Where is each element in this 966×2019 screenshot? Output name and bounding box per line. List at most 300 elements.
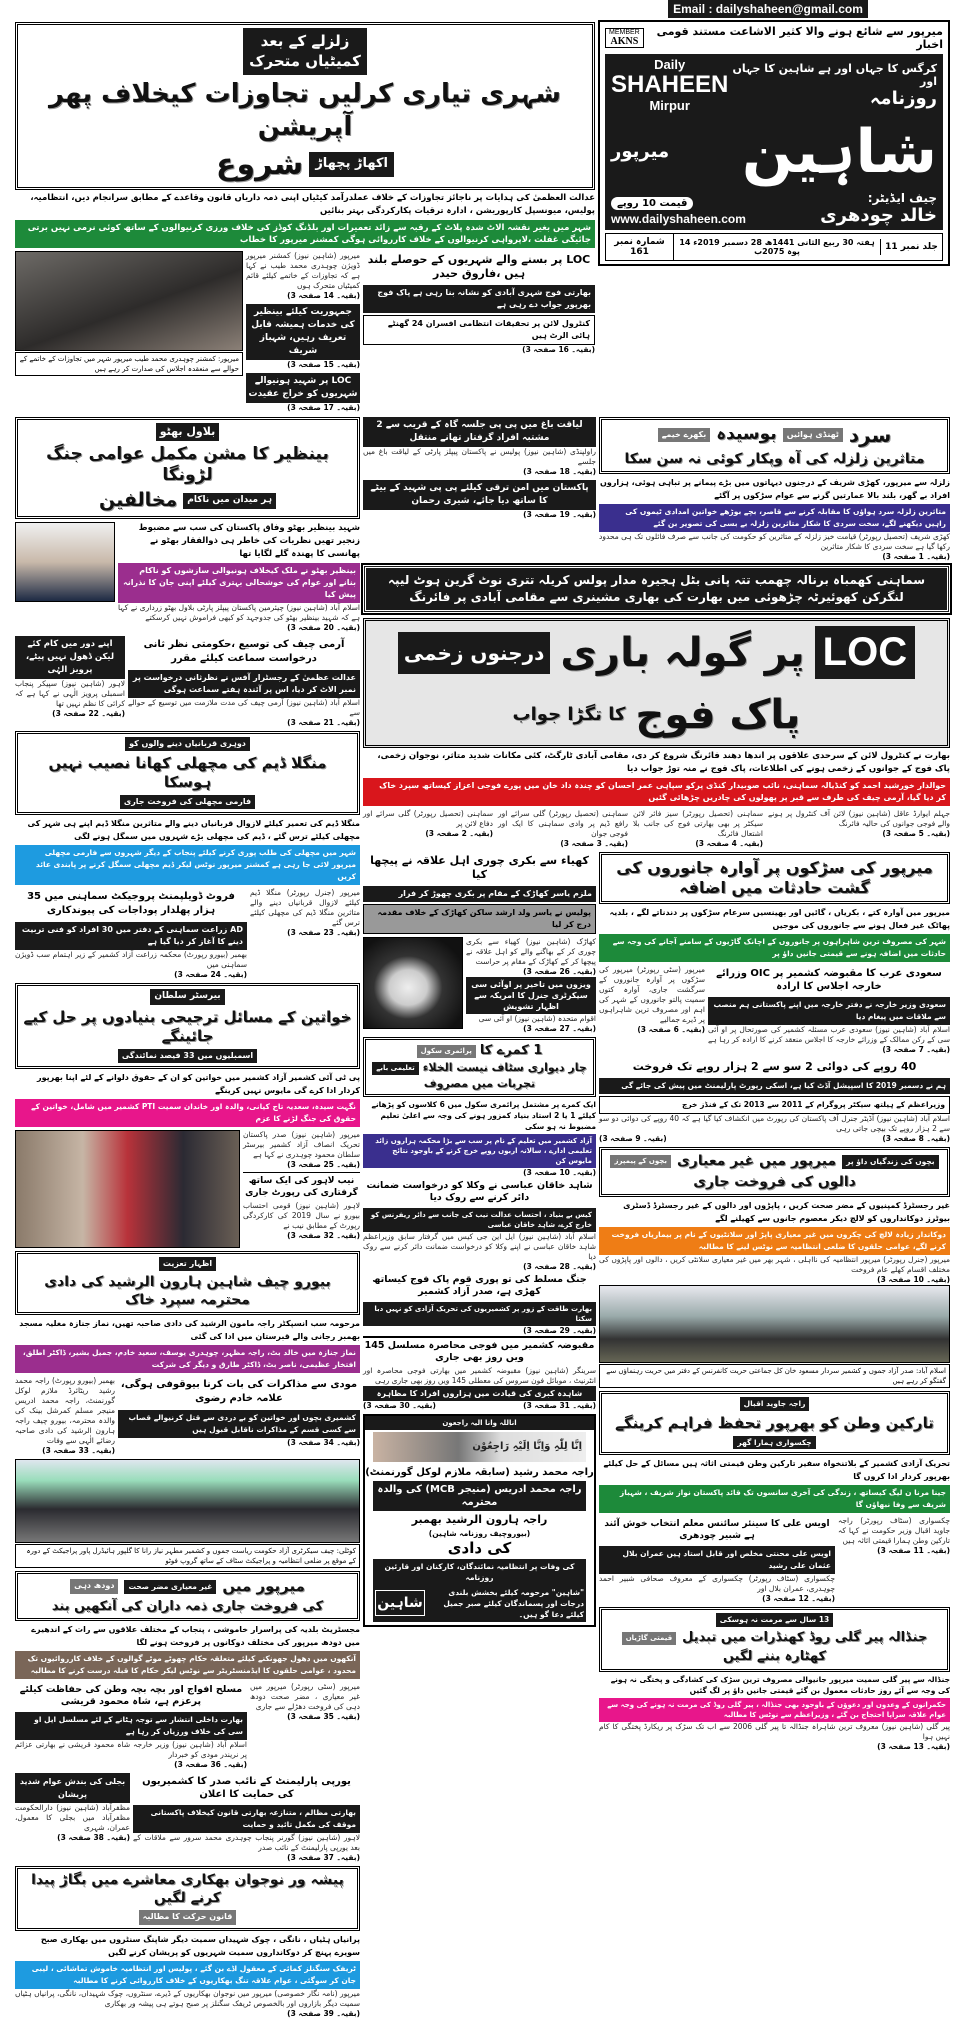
story-column — [246, 251, 360, 413]
headline-tag: ہر میدان میں ناکام — [183, 493, 276, 509]
story-body: سماہنی (تحصیل رپورٹر) گلی سرائے اور رافع ڈیم پر وادی سماہنی کا ایک اور فوجی جوان — [498, 809, 628, 838]
continued-ref: (بقیہ۔ 28 صفحہ 3) — [523, 1261, 596, 1271]
chief-editor-label: چیف ایڈیٹر: — [867, 190, 937, 205]
story-lead: پی ٹی آئی کشمیر آزاد کشمیر میں خواتین کو ان کے حقوق دلوانے کے لئے اپنا بھرپور کردار ادا کرے گی مایوس نہیں کرینگے — [36, 1072, 360, 1095]
story-headline: مقبوضہ کشمیر میں فوجی محاصرہ مسلسل 145 ویں روز بھی جاری — [363, 1336, 596, 1366]
story-body: سماہنی (تحصیل رپورٹر) گلی سرائے اور دفاع لائن پر — [363, 809, 493, 828]
story-medicine-prices — [599, 1058, 950, 1144]
continued-ref: (بقیہ۔ 35 صفحہ 3) — [287, 1712, 360, 1722]
headline-text: مخالفین — [98, 489, 178, 512]
masthead-area — [598, 0, 950, 266]
highlight-bar: کیس بے بنیاد ، احتساب عدالت نیب کی جانب سے دائر ریفرنس کو خارج کرے، شاہد خاقان عباسی — [363, 1208, 596, 1232]
headline-text: میرپور میں — [222, 1577, 305, 1596]
story-lead: عدالت العظمیٰ کی ہدایات پر ناجائز تجاوزات کے خلاف عملدرآمد کیٹیاں اپنی ذمہ داریاں قانون وقاعدے کے مطابق سرانجام دیں، انتظامیہ، پولیس، میونسپل کارپوریشن ، ادارہ ترقیات پکارکردگی بہتر بنائیں — [30, 192, 595, 216]
headline-school — [363, 1037, 596, 1097]
editor-block — [820, 191, 937, 226]
story-headline: بجلی کی بندش عوام شدید پریشان — [15, 1773, 130, 1803]
story-body: میرپور (جنرل رپورٹر) منگلا ڈیم کیلئے لازوال قربانیاں دینے والے متاثرین منگلا ڈیم کی مچھلی کیلئے ترس گئے — [250, 888, 360, 928]
photo-bilawal — [15, 522, 115, 602]
ad-line: کی دادی — [447, 1538, 512, 1557]
story-body: اسلام آباد (شاہین نیوز) چیئرمین پاکستان پیپلز پارٹی بلاول بھٹو زرداری نے کہا ہے کہ شہید بینظیر بھٹو کی جدوجہد کو کبھی فراموش نہیں کرسکتے — [118, 603, 360, 623]
continued-ref: (بقیہ۔ 14 صفحہ 3) — [287, 290, 360, 300]
highlight-bar: ٹریفک سنگنلز کمائی کے معقول اڈے بن گئے ، پولیس اور انتظامیہ خاموش تماشائی ، لیبی جان کر سوگئی ، عوام علاقہ تنگ بھکاریوں کے خلاف کارروائی کرنے کا مطالبہ — [15, 1961, 360, 1989]
continued-ref: (بقیہ۔ 5 صفحہ 3) — [882, 829, 950, 838]
story-headline: اویس علی کا سینئر سائنس معلم انتخاب خوش آئند ہے شبیر چودھری — [604, 1519, 830, 1542]
continued-ref: (بقیہ۔ 36 صفحہ 3) — [174, 1760, 247, 1770]
story-earthquake-victims — [599, 417, 950, 563]
story-body: بھمبر (بیورو رپورٹ) محکمہ زراعت آزاد کشمیر کے زیر اہتمام سب ڈویژن سماہنی میں — [15, 950, 247, 970]
story-body: لاہور (شاہین نیوز) گورنر پنجاب چوہدری محمد سرور سے ملاقات کے بعد یورپی پارلیمنٹ کے نائب صدر — [133, 1833, 360, 1853]
headline-mangla-fish — [15, 731, 360, 815]
ad-line: راجہ محمد ادریس (منیجر MCB) کی والدہ محترمہ — [373, 1481, 586, 1511]
website: www.dailyshaheen.com — [611, 211, 746, 226]
issue-date: ہفتہ 30 ربیع الثانی 1441ھ 28 دسمبر 2019ء 14 پوہ 2075ب — [679, 237, 875, 256]
ad-shaheen-logo: شاہین — [375, 1590, 425, 1616]
continued-ref: (بقیہ۔ 21 صفحہ 3) — [287, 718, 360, 728]
story-women-body — [243, 1130, 360, 1241]
story-headline: مودی سے مذاکرات کی بات کرنا بیوقوفی ہوگی، علامہ خادم رضوی — [120, 1379, 358, 1405]
continued-ref: (بقیہ۔ 18 صفحہ 3) — [523, 466, 596, 476]
highlight-bar: نگہت سیدہ، سعدیہ تاج کیانی، والدہ اور خاندان سمیت PTI کشمیر میں شامل، خواتین کے حقوق کی جنگ لڑنے کا عزم — [15, 1099, 360, 1127]
logo-row — [611, 58, 937, 113]
top-section — [15, 0, 950, 413]
story-body: میرپور (شاہین نیوز) صدر پاکستان تحریک انصاف آزاد کشمیر بیرسٹر سلطان محمود چوہدری نے کہا ہے — [243, 1129, 360, 1159]
continued-ref: (بقیہ۔ 17 صفحہ 3) — [287, 402, 360, 412]
story-lead: میرپور میں آوارہ کتے ، بکریاں ، گائیں اور بھینسیں سرعام سڑکوں پر دندناتے لگے ، بلدیہ پھاٹک غیر فعال ہونے سے جانوروں کی موجیں — [609, 908, 950, 930]
price-badge: قیمت 10 روپے — [611, 197, 693, 210]
goat-row — [363, 937, 596, 1034]
story-body: کھاڑک (شاہین نیوز) کھیاء سے بکری چوری کر کے بھاگنے والے کو اہل علاقہ نے پیچھا کر کے کھاڑک کے مقام پر حراست — [466, 937, 596, 966]
title-row — [611, 113, 937, 191]
story-lead: ایک کمرے پر مشتمل پرائمری سکول میں 6 کلاسوں کو پڑھانے کیلئے 1 یا 2 استاد بنیاد کمزور ہونے کی وجہ سے اعلیٰ تعلیم مضبوط نہ ہو سکی — [371, 1099, 596, 1131]
headline-earthquake-victims — [599, 417, 950, 475]
headline-tag: راجہ جاوید اقبال — [740, 1397, 810, 1411]
right-top-row — [363, 417, 950, 563]
continued-ref: (بقیہ۔ 10 صفحہ 3) — [877, 1275, 950, 1284]
briefs-row — [15, 636, 360, 728]
highlight-bar: دوکاندار زیادہ لالچ کی چکروں میں غیر معیاری پاپڑ اور سلانٹیوں کے نام پر بیماریاں فروخت کرنے لگے، عوامی حلقوں کا ضلعی انتظامیہ سے نوٹس لینے کا مطالبہ — [599, 1227, 950, 1255]
photo-pti-women — [15, 1130, 240, 1248]
story-kashmir-siege — [363, 1336, 596, 1411]
story-headline: شاہد خاقان عباسی نے وکلا کو درخواست ضمانت دائر کرنے سے روک دیا — [366, 1179, 593, 1203]
title-shaheen-urdu: شاہین — [741, 116, 937, 187]
continued-ref: (بقیہ۔ 31 صفحہ 3) — [523, 1400, 596, 1410]
story-goat-theft — [363, 852, 596, 1034]
story-body: میرپور (شاہین نیوز) کمشنر میرپور ڈویژن چوہدری محمد طیب نے کہا ہے کہ تجاوزات کے خاتمے کیلئے قائم کمیٹیاں متحرک ہوں — [246, 250, 360, 290]
story-headline: جمہوریت کیلئے بینظیر کی خدمات ہمیشہ قابل تعریف رہیں، شہباز شریف — [246, 304, 360, 360]
story-body: لاہور (شاہین نیوز) سپیکر پنجاب اسمبلی پرویز الٰہی نے کہا ہے کہ کرائی کا نظم نہیں تھا — [15, 679, 125, 709]
ad-footer — [373, 1559, 586, 1622]
stray-row — [599, 965, 950, 1055]
story-headline: نیب لاہور کی ایک ساتھ گرفتاری کی رپورٹ جاری — [243, 1172, 360, 1201]
headline-milk — [15, 1571, 360, 1621]
highlight-bar: جینا مرنا ن لیگ کیساتھ ، زندگی کی آخری سانسوں تک قائد پاکستان نواز شریف ، شہباز شریف سے وفا نبھاؤں گا — [599, 1485, 950, 1513]
highlight-bar: بینظیر بھٹو نے ملک کیخلاف ہونیوالی سازشوں کو ناکام بنانے اور عوام کی خوشحالی بہتری کیلئے اپنی جان کا نذرانہ پیش کیا — [118, 563, 360, 603]
headline-text: سرد — [848, 422, 892, 447]
highlight-bar: ہم نے دسمبر 2019 کا اسپیشل آڈٹ کیا ہے، اسکی رپورٹ پارلیمنٹ میں پیش کی جائے گی — [599, 1078, 950, 1094]
highlight-bar: بھارتی فوج شہری آبادی کو نشانہ بنا رہی ہے پاک فوج بھرپور جواب دے رہی ہے — [363, 285, 595, 313]
akns-member-badge — [605, 28, 644, 48]
headline-text: میرپور کی سڑکوں پر آوارہ جانوروں کی گشت حادثات میں اضافہ — [616, 858, 933, 897]
story-lead: مجسٹریٹ بلدیہ کی پراسرار خاموشی ، پنجاب کے مختلف علاقوں سے رات کے اندھیرے میں دودھ میرپور کی مختلف دوکانوں پر فروخت ہونے لگا — [31, 1625, 360, 1648]
highlight-bar: متاثرین زلزلہ سرد ہواؤں کا مقابلہ کرنے سے قاصر، بچے بوڑھے خواتین امدادی ٹیموں کی راہیں دیکھنے لگے، سخت سردی کا شکار متاثرین زلزلہ بے بسی کی تصویر بن گئے — [599, 504, 950, 532]
headline-text: کھٹارہ بننے لگیں — [722, 1649, 827, 1665]
headline-jandala-road — [599, 1607, 950, 1671]
headline-text: دالوں کی فروخت جاری — [693, 1173, 856, 1190]
headline-tag — [243, 28, 367, 75]
story-body: چکسواری (سٹاف رپورٹر) راجہ جاوید اقبال وزیر حکومت نے کہا کہ تارکین وطن ہمارا قیمتی اثاثہ ہیں — [838, 1516, 950, 1546]
highlight-bar: حکمرانوں کے وعدوں اور دعوؤں کے باوجود بھی جنڈالہ ، پیر گلی روڈ کی مرمت نہ ہونے کی وجہ سے عوام علاقہ سراپا احتجاج بن گئے ، وزیراعظم سے نوٹس کا مطالبہ — [599, 1698, 950, 1722]
roznama-label: روزنامہ — [869, 87, 937, 109]
photo-caption: اسلام آباد: صدر آزاد جموں و کشمیر سردار مسعود خان کل جماعتی حریت کانفرنس کے دفتر میں حریت رہنماؤں سے گفتگو کر رہے ہیں — [599, 1364, 950, 1388]
continued-ref: (بقیہ۔ 13 صفحہ 3) — [877, 1741, 950, 1751]
headline-text: خواتین کے مسائل ترجیحی بنیادوں پر حل کیے جائینگے — [23, 1008, 352, 1045]
headline-tag: 13 سال سے مرمت نہ ہوسکی — [716, 1613, 834, 1627]
highlight-bar: AD زراعت سماہنی کے دفتر میں 30 افراد کو فنی تربیت دینے کا آغاز کر دیا گیا ہے — [15, 922, 247, 950]
eu-row — [15, 1773, 360, 1863]
story-headline: کھیاء سے بکری چوری اہل علاقہ نے پیچھا کیا — [370, 854, 589, 881]
headline-text: میرپور میں غیر معیاری — [676, 1153, 837, 1169]
headline-text: منگلا ڈیم کی مچھلی کھانا نصیب نہیں ہوسکا — [48, 754, 327, 792]
story-headline: مسلح افواج اور بچہ بچہ وطن کی حفاظت کیلئے پرعزم ہے، شاہ محمود قریشی — [19, 1684, 243, 1708]
headline-encroachment-operation — [15, 22, 595, 190]
continued-ref: (بقیہ۔ 7 صفحہ 3) — [882, 1045, 950, 1054]
highlight-bar: کنٹرول لائن پر تحقیقات انتظامی افسران 24 گھنٹے ہائی الرٹ ہیں — [363, 315, 595, 345]
ad-line: (بیوروچیف روزنامہ شاہین) — [428, 1528, 531, 1538]
loc-briefs — [363, 809, 950, 849]
right-briefs — [363, 417, 596, 520]
continued-ref: (بقیہ۔ 30 صفحہ 3) — [363, 1400, 436, 1410]
headline-text: چار دیواری سٹاف نیست الخلاء — [422, 1061, 587, 1075]
story-loc-morale — [363, 251, 595, 355]
issue-label: شمارہ نمبر — [614, 236, 665, 247]
volume-label: جلد نمبر — [900, 241, 938, 252]
headline-text: جنڈالہ پیر گلی روڈ کھنڈرات میں تبدیل — [682, 1630, 928, 1645]
ad-verse: اِنَّا لِلّٰہِ وَاِنَّا اِلَیْہِ رَاجِعُوْن — [472, 1441, 582, 1453]
photo-caption: کوٹلی: چیف سیکرٹری آزاد حکومت ریاست جموں و کشمیر مطہر نیاز رانا کا گلپور ہائیڈرل پاور پراجیکٹ کے دورہ کے موقع پر ضلعی انتظامیہ و پراجیکٹ سٹاف کے ساتھ گروپ فوٹو — [15, 1544, 360, 1568]
headline-substandard-snacks — [599, 1147, 950, 1197]
story-electricity — [15, 1773, 130, 1843]
ad-line: راجہ محمد رشید (سابقہ ملازم لوکل گورنمنٹ) — [365, 1466, 594, 1478]
story-oic — [708, 965, 950, 1055]
highlight-bar: بھارتی مظالم ، متنازعہ بھارتی قانون کیخلاف پاکستانی موقف کی مکمل تائید و حمایت — [133, 1805, 360, 1833]
headline-tag: فارمی مچھلی کی فروخت جاری — [120, 795, 255, 809]
price-web — [611, 191, 746, 226]
headline-tag: دوہری قربانیاں دینے والوں کو — [125, 737, 250, 751]
headline-tag: قیمتی گاڑیاں — [622, 1632, 676, 1645]
headline-text: تجربات میں مصروف — [423, 1077, 536, 1090]
story-headline: شاہدہ کبری کی قیادت میں ہزاروں افراد کا مظاہرہ — [363, 1386, 596, 1401]
ad-line: کی وفات پر انتظامیہ نمائندگان، کارکنان اور قارئین روزنامہ — [384, 1561, 575, 1582]
story-khadim-rizvi — [118, 1376, 360, 1448]
story-qureshi — [15, 1682, 247, 1770]
highlight-bar: شہر کی مصروف ترین شاہراہوں پر جانوروں کے اچانک گاڑیوں کے سامنے آجانے کی وجہ سے حادثات میں اضافہ ہونے سے قیمتی جانیں داؤ پر — [599, 934, 950, 962]
story-stray-body — [599, 965, 705, 1035]
highlight-bar: شہر میں بغیر نقشہ الاٹ شدہ پلاٹ کے رقبہ سے زائد تعمیرات اور بلڈنگ کوڈز کی خلاف ورزی کرنیوالوں کے ساتھ کوئی نرمی نہیں برتی جائیگی غفلت ،لاپرواہی کرنیوالوں کے خلاف کارروائی ہوگی کمشنر میرپور کا خطاب — [15, 220, 595, 248]
headline-tag: ٹھنڈی ہوائیں — [783, 428, 843, 442]
continued-ref: (بقیہ۔ 11 صفحہ 3) — [877, 1546, 950, 1556]
headline-tag: درجنوں زخمی — [398, 632, 551, 674]
story-body: سماہنی (تحصیل رپورٹر) سیز فائر لائن سیکٹر پر بھی بھارتی فوج کی جانب بلا اشتعال فائرنگ — [633, 809, 763, 838]
chief-editor-name: خالد چودھری — [820, 204, 937, 226]
headline-text: پر گولہ باری — [560, 629, 805, 676]
highlight-bar: سعودی وزیر خارجہ نے دفتر خارجہ میں اپنے پاکستانی ہم منصب سے ملاقات میں پیغام دیا — [708, 997, 950, 1025]
story-abbasi — [363, 1178, 596, 1272]
overseas-row — [599, 1516, 950, 1604]
story-overseas-body — [838, 1516, 950, 1556]
story-headline: سعودی عرب کا مقبوضہ کشمیر پر OIC وزرائے خارجہ اجلاس کا ارادہ — [716, 968, 942, 992]
story-army-chief — [128, 636, 360, 728]
continued-ref: (بقیہ۔ 26 صفحہ 3) — [523, 967, 596, 976]
headline-tag: اکھاڑ پچھاڑ — [309, 152, 394, 177]
headline-tag: بیرسٹر سلطان — [150, 989, 224, 1005]
story-body: میرپور (سٹی رپورٹر) میرپور میں غیر معیاری ، مضر صحت دودھ دہی کی فروخت دھڑلے سے جاری — [250, 1682, 360, 1712]
continued-ref: (بقیہ۔ 12 صفحہ 3) — [762, 1594, 835, 1604]
continued-ref: (بقیہ۔ 32 صفحہ 3) — [287, 1230, 360, 1240]
ad-line: راجہ ہارون الرشید بھمبر — [411, 1512, 548, 1526]
urdu-logo-top — [732, 62, 937, 109]
story-headline: جنگ مسلط کی تو پوری قوم پاک فوج کیساتھ کھڑی ہے، صدر آزاد کشمیر — [372, 1273, 587, 1297]
story-headline: ویزوں میں تاخیر پر اوآئی سی سیکرٹری جنرل کا امریکہ سے اظہار تشویش — [466, 977, 596, 1014]
highlight-bar: حوالدار خورشید احمد کو کنڈیالہ سماہنی، نائب صوبیدار کنڈی پرکو سپاہی عمر احسان کو چندہ داد خان میں پورے فوجی اعزاز کیساتھ سپرد خاک کر دیا گیا، آرمی چیف کی طرف سے قبر پر پھولوں کی چادریں چڑھائی گئیں — [363, 778, 950, 806]
continued-ref: (بقیہ۔ 10 صفحہ 3) — [523, 1167, 596, 1177]
headline-text: 1 کمرے کا — [479, 1043, 543, 1058]
story-body: مظفرآباد (شاہین نیوز) دارالحکومت مظفرآباد میں بجلی کا معمول، عمران، شہری — [15, 1803, 130, 1833]
lead-story-area — [15, 0, 595, 413]
continued-ref: (بقیہ۔ 16 صفحہ 3) — [522, 344, 595, 354]
highlight-bar: پولیس نے یاسر ولد ارشد ساکن کھاڑک کے خلاف مقدمہ درج کر لیا — [363, 904, 596, 934]
story-lead: غیر رجسٹرڈ کمپنیوں کے مضر صحت کریں ، پاپڑوں اور دالوں کے غیر رجسٹرڈ ڈسٹری بیوٹرز دوکانداروں کو لالچ دیکر معصوم جانوں سے کھیلنے لگے — [623, 1201, 950, 1223]
story-headline: اپنے دور میں کام کئے لیکن ڈھول نہیں پیٹے، پرویز الہٰی — [15, 636, 125, 679]
bilawal-text — [118, 522, 360, 633]
issue-number: 161 — [630, 246, 649, 257]
story-body: راولپنڈی (شاہین نیوز) پولیس نے پاکستان پیپلز پارٹی کے لیاقت باغ میں جلسے — [363, 446, 596, 466]
email-banner: Email : dailyshaheen@gmail.com — [668, 0, 868, 18]
volume-number: 11 — [885, 241, 898, 252]
headline-bilawal — [15, 417, 360, 520]
continued-ref: (بقیہ۔ 6 صفحہ 3) — [637, 1025, 705, 1034]
lead-story-row — [15, 251, 595, 413]
headline-text: بوسیدہ — [716, 424, 777, 445]
tagline: میرپور سے شائع ہونے والا کثیر الاشاعت مستند قومی اخبار — [656, 25, 943, 51]
continued-ref: (بقیہ۔ 39 صفحہ 3) — [287, 2008, 360, 2018]
milk-row — [15, 1682, 360, 1770]
headline-tag: تعلیمی بابے — [372, 1062, 419, 1075]
left-column — [15, 417, 360, 2019]
headline-text: شروع — [216, 147, 304, 182]
women-row — [15, 1130, 360, 1248]
headline-loc: LOC — [815, 626, 915, 679]
headline-text: بینظیر کا مشن مکمل عوامی جنگ لڑونگا — [46, 443, 329, 486]
photo-commissioner-meeting — [15, 251, 243, 351]
story-milk-body — [250, 1682, 360, 1722]
photo-hurriyat-meeting — [599, 1285, 950, 1363]
loc-banner: سماہنی کھمباہ برنالہ چھمب تتہ پانی بٹل ہجیرہ مدار پولس کریلہ تتری نوٹ گرین ہوٹ لیپہ لنگرکن کھوئیرٹہ چڑھوئی میں بھارت کی بھاری مشینری سے مقامی آبادی پر فائرنگ — [363, 565, 950, 613]
story-headline: یورپی پارلیمنٹ کے نائب صدر کا کشمیریوں کی حمایت کا اعلان — [142, 1776, 351, 1801]
story-lead: منگلا ڈیم کی تعمیر کیلئے لازوال قربانیاں دینے والے متاثرین منگلا ڈیم اپنے ہی شہر کی مچھلی کیلئے ترس گئے ، ڈیم کی مچھلی بڑے شہروں میں سمگل ہونے لگی — [27, 819, 360, 842]
story-body: اسلام آباد (شاہین نیوز) آڈیٹر جنرل آف پاکستان کی رپورٹ میں انکشاف کیا گیا ہے کہ 40 روپے کی دوائی دو سو سے 2 ہزار روپے تک بیچی جاتی رہی — [599, 1114, 950, 1133]
headline-text: پاک فوج — [635, 691, 801, 738]
continued-ref: (بقیہ۔ 37 صفحہ 3) — [287, 1853, 360, 1863]
city-mirpur-urdu: میرپور — [611, 141, 670, 163]
tag-line: کمیٹیاں متحرک — [249, 51, 361, 70]
logo-shaheen: SHAHEEN — [611, 71, 729, 99]
photo-chief-secretary-group — [15, 1459, 360, 1543]
headline-text: پیشہ ور نوجوان بھکاری معاشرے میں بگاڑ پیدا کرنے لگیں — [31, 1872, 344, 1906]
headline-tag: قانون حرکت کا مطالبہ — [139, 1910, 237, 1924]
headline-text: شہری تیاری کرلیں تجاوزات کیخلاف پھر آپریشن — [48, 79, 561, 142]
headline-tag: بکھرے خیمے — [658, 428, 710, 442]
continued-ref: (بقیہ۔ 29 صفحہ 3) — [523, 1325, 596, 1335]
highlight-bar: آنکھوں میں دھول جھونکنے کیلئے متعلقہ حکام چھوٹے موٹے گوالوں کے خلاف کارروائیوں تک محدود ، عوامی حلقوں کا ایڈمنسٹریٹر سے نوٹس لیکر حکام کا قبلہ درست کرنے کا مطالبہ — [15, 1651, 360, 1679]
highlight-bar: شہر میں مچھلی کی طلب پوری کرنے کیلئے پنجاب کے دیگر شہروں سے فارمی مچھلی میرپور لائی جا رہی ہے کمشنر میرپور نوٹس لیکر ڈیم مچھلی سمگل کرنے پر پابندی عائد کریں — [15, 845, 360, 885]
story-body: اسلام آباد (شاہین نیوز) ایل این جی کیس میں گرفتار سابق وزیراعظم شاہد خاقان عباسی نے اپنے وکلا کو درخواست ضمانت دائر کرنے سے روک دیا — [363, 1231, 596, 1261]
continued-ref: (بقیہ۔ 9 صفحہ 3) — [599, 1134, 667, 1143]
headline-stray-animals — [599, 852, 950, 904]
story-mangla-body — [250, 888, 360, 938]
headline-tag: اظہار تعزیت — [159, 1257, 216, 1271]
headline-text: بیورو چیف شاہین ہارون الرشید کی دادی محترمہ سپرد خاک — [44, 1274, 331, 1308]
story-owais-ali — [599, 1516, 835, 1604]
continued-ref: (بقیہ۔ 25 صفحہ 3) — [287, 1159, 360, 1169]
story-headline: LOC پر بسنے والے شہریوں کے حوصلے بلند ہیں ،فاروق حیدر — [367, 252, 591, 280]
story-body: چکسواری (سٹاف رپورٹر) چکسواری کے معروف صحافی شبیر احمد چوہدری، عمران بلال اور — [599, 1574, 835, 1594]
logo-daily: Daily — [654, 57, 686, 72]
highlight-bar: ملزم یاسر کھاڑک کے مقام پر بکری چھوڑ کر فرار — [363, 886, 596, 902]
logo-mirpur: Mirpur — [649, 97, 690, 113]
ad-prayer-image — [373, 1432, 586, 1462]
story-body: سرینگر (شاہین نیوز) مقبوضہ کشمیر میں بھارتی فوجی محاصرہ اور انٹرنیٹ ، موبائل فون سروس کی معطلی 145 ویں روز بھی جاری رہی — [363, 1365, 596, 1385]
masthead-logo-panel — [605, 54, 943, 230]
story-lead: مرحومہ سب انسپکٹر راجہ مامون الرشید کی دادی صاحبہ تھیں، نماز جنازہ مغلیہ مسجد بھمبر رجانی والے قبرستان میں ادا کی گئی — [19, 1319, 360, 1342]
story-body: کھڑی شریف (تحصیل رپورٹر) قیامت خیز زلزلہ کے متاثرین کو حکومت کی جانب سے صرف فائلوں تک ہی محدود رکھا گیا ہے سخت سردی کا شکار متاثرین — [599, 532, 950, 551]
headline-tag: دودھ دہی — [70, 1579, 118, 1593]
photo-caption: میرپور: کمشنر چوہدری محمد طیب میرپور شہر میں تجاوزات کے خاتمے کے حوالے سے منعقدہ اجلاس کی صدارت کر رہے ہیں — [15, 352, 243, 376]
continued-ref: (بقیہ۔ 38 صفحہ 3) — [57, 1833, 130, 1843]
issue-info-row — [605, 233, 943, 261]
story-headline: آرمی چیف کی توسیع ،حکومتی نظر ثانی درخواست سماعت کیلئے مقرر — [143, 639, 345, 665]
bilawal-row — [15, 522, 360, 633]
story-body: اقوام متحدہ (شاہین نیوز) او آئی سی — [478, 1014, 596, 1023]
story-lead: بھارت نے کنٹرول لائن کے سرحدی علاقوں پر اندھا دھند فائرنگ شروع کر دی، مقامی آبادی ٹارگٹ، کئی مکانات شدید متاثر، نوجوان زخمی، پاک فوج کے جوانوں کے زخمی ہونے کی اطلاعات، پاک فوج نے منہ توڑ جواب دیا — [377, 751, 950, 774]
far-right-column — [599, 852, 950, 1752]
headline-tag: پرائمری سکول — [417, 1045, 476, 1058]
highlight-bar: آزاد کشمیر میں تعلیم کے نام پر سب سے بڑا محکمہ ہزاروں زائد تعلیمی ادارے ، سالانہ اربوں روپے خرچ کرنے کے باوجود نتائج مایوس کن — [363, 1134, 596, 1168]
story-headline: پاکستان میں امن ترقی کیلئے پی پی شہید کے بیٹے کا ساتھ دیا جائے، شیری رحمان — [363, 480, 596, 510]
editor-row — [611, 191, 937, 226]
highlight-bar: بھارت داخلی انتشار سے توجہ ہٹانے کے لئے مسلسل ایل او سی کی خلاف ورزیاں کر رہا ہے — [15, 1712, 247, 1740]
right-region — [363, 417, 950, 1752]
ad-line: "شاہین" مرحومہ کیلئے بخشش بلندی درجات اور پسماندگان کیلئے صبر جمیل کیلئے دعا گو ہیں۔ — [443, 1587, 584, 1619]
story-lead: شہید بینظیر بھٹو وفاق پاکستان کی سب سے مضبوط زنجیر تھیں نظریات کی خاطر ہی ذوالفقار بھٹو نے پھانسی کا پھندہ گلے لگایا تھا — [138, 523, 360, 560]
continued-ref: (بقیہ۔ 19 صفحہ 3) — [523, 509, 596, 519]
story-body: اسلام آباد (شاہین نیوز) وزیر خارجہ شاہ محمود قریشی نے بھارتی عزائم پر نریندر مودی کو خبردار — [15, 1740, 247, 1760]
story-condolence-body — [15, 1376, 115, 1456]
tag-line: زلزلے کے بعد — [260, 32, 350, 50]
continued-ref: (بقیہ۔ 23 صفحہ 3) — [287, 928, 360, 938]
main-section — [15, 417, 950, 2019]
story-body: جہلم ایوارڈ عاقل (شاہین نیوز) لائن آف کنٹرول پر ہونے والے فوجی جوانوں کی حالیہ فائرنگ — [768, 809, 950, 828]
masthead — [598, 20, 950, 266]
ad-border-text: اناللہ وانا الیہ راجعون — [365, 1416, 594, 1430]
story-body: اسلام آباد (شاہین نیوز) آرمی چیف کی مدت ملازمت میں توسیع کے حوالے سے — [128, 698, 360, 718]
highlight-bar: عدالت عظمیٰ کے رجسٹرار آفس نے نظرثانی درخواست پر نمبر الاٹ کر دیا، اس پر آئندہ ہفتے سماعت ہوگی — [128, 670, 360, 698]
story-fruit-development — [15, 888, 247, 980]
photo-goat — [363, 937, 463, 1029]
headline-tag: بچوں کے پیمپرز — [610, 1155, 671, 1168]
story-headline: لیاقت باغ میں پی پی جلسہ گاہ کے قریب سے 2 مشتبہ افراد گرفتار تھانے منتقل — [363, 417, 596, 447]
condolence-row — [15, 1376, 360, 1456]
continued-ref: (بقیہ۔ 34 صفحہ 3) — [287, 1438, 360, 1448]
story-body: پیر گلی (شاہین نیوز) معروف ترین شاہراہ جنڈالہ تا پیر گلی 2006 سے اب تک سڑک پر ریکارڈ پختگی کا کام نہیں ہوا — [599, 1721, 950, 1741]
photo-block — [15, 251, 243, 376]
english-logo — [611, 58, 728, 113]
masthead-top-row — [605, 25, 943, 51]
condolence-advertisement — [363, 1414, 596, 1627]
akns-label: AKNS — [610, 36, 639, 47]
headline-text: متاثرین زلزلہ کی آہ وپکار کوئی نہ سن سکا — [624, 450, 925, 467]
continued-ref: (بقیہ۔ 33 صفحہ 3) — [42, 1446, 115, 1456]
story-pervaiz-elahi — [15, 636, 125, 719]
continued-ref: (بقیہ۔ 8 صفحہ 3) — [882, 1134, 950, 1143]
goat-text — [466, 937, 596, 1034]
headline-beggars — [15, 1866, 360, 1930]
headline-text: کی فروخت جاری ذمہ داران کی آنکھیں بند — [51, 1599, 324, 1615]
story-body: بھمبر (بیورو رپورٹ) راجہ محمد رشید ریٹائرڈ ملازم لوکل گورنمنٹ، راجہ محمد ادریس منیجر مسلم کمرشل بینک کی والدہ محترمہ، بیورو چیف راجہ ہارون الرشید کی دادی صاحبہ رضائے الٰہی سے وفات — [15, 1376, 115, 1446]
story-headline: LOC پر شہید ہونیوالے شہریوں کو خراج عقیدت — [246, 373, 360, 403]
highlight-bar: اویس علی محنتی مخلص اور قابل استاد ہیں عمران بلال عثمان علی رشید — [599, 1546, 835, 1574]
headline-tag: غیر معیاری مضر صحت — [124, 1580, 216, 1594]
headline-text: کا تگڑا جواب — [512, 703, 626, 725]
story-lead: تحریک آزادی کشمیر کے بلاتنخواہ سفیر تارکین وطن قیمتی اثاثہ ہیں مسائل کے حل کیلئے بھرپور کردار ادا کروں گا — [603, 1459, 950, 1482]
story-headline: فروٹ ڈویلپمنٹ پروجیکٹ سماہنی میں 35 ہزار پھلدار پوداجات کی پیوندکاری — [27, 891, 235, 917]
headline-tag: اسمبلیوں میں 33 فیصد نمائندگی — [118, 1049, 257, 1063]
continued-ref: (بقیہ۔ 22 صفحہ 3) — [52, 709, 125, 719]
story-eu-parliament — [133, 1773, 360, 1863]
member-label: MEMBER — [609, 29, 640, 36]
story-lead: زلزلہ سے میرپور، کھڑی شریف کے درجنوں دیہاتوں میں بڑے پیمانے پر تباہی ہوئی، ہزاروں افراد بے گھر، بلند بالا عمارتیں گرنے سے عوام سڑکوں پر آگئے — [600, 478, 950, 500]
headline-tag: بلاول بھٹو — [156, 423, 219, 441]
headline-tag: بچوں کی زندگیاں داؤ پر — [842, 1155, 938, 1169]
story-body: میرپور (جنرل رپورٹر) میرپور انتظامیہ کی نااہلی ، شہر بھر میں غیر معیاری سلانٹی کریں ، دالوں اور پاپڑوں کی مختلف اقسام کھلے عام فروخت — [599, 1255, 950, 1274]
continued-ref: (بقیہ۔ 27 صفحہ 3) — [523, 1024, 596, 1033]
mangla-row — [15, 888, 360, 980]
continued-ref: (بقیہ۔ 2 صفحہ 3) — [425, 829, 493, 838]
continued-ref: (بقیہ۔ 4 صفحہ 3) — [695, 839, 763, 848]
highlight-bar: وزیراعظم کے ہیلتھ سیکٹر پروگرام کے 2011 سے 2013 تک کے فنڈز خرچ — [599, 1096, 950, 1114]
story-body: میرپور (نامہ نگار خصوصی) میرپور میں نوجوان بھکاریوں کے ڈیرے، سنٹروں، چوک شہیداں، نانگی، پرانیاں ہٹیاں سمیت دیگر بازاروں اور بالخصوص ٹریفک سگنلز پر صبح ہوتے ہی پیشہ ور بھکاری — [15, 1988, 360, 2008]
story-body: میرپور (سٹی رپورٹر) میرپور کی سڑکوں پر آوارہ جانوروں کے سرگشت جاری، آوارہ کتوں سمیت پالتو جانوروں کے شہر کی اہم اور مصروف ترین شاہراہوں پر ڈیرے جمالیے — [599, 965, 705, 1024]
headline-tag: چکسواری ہمارا گھر — [733, 1436, 815, 1450]
story-body: اسلام آباد (شاہین نیوز) سعودی عرب مسئلہ کشمیر کی صورتحال پر او آئی سی کے رکن ممالک کے وزرائے خارجہ کا اجلاس منعقد کرنے کا ارادہ کر رہا ہے — [708, 1025, 950, 1044]
continued-ref: (بقیہ۔ 15 صفحہ 3) — [287, 359, 360, 369]
middle-column — [363, 852, 596, 1627]
continued-ref: (بقیہ۔ 24 صفحہ 3) — [174, 970, 247, 980]
continued-ref: (بقیہ۔ 20 صفحہ 3) — [287, 623, 360, 633]
motto: کرگس کا جہاں اور ہے شاہین کا جہاں اور — [732, 61, 937, 88]
highlight-bar: نماز جنازہ میں خالد بٹ، راجہ مظہر، چوہدری یوسف، سعید خادم، جمیل بشیر، ڈاکٹر اطلق، افتخار عظیمی، ناصر بٹ، ڈاکٹر طارق و دیگر کی شرکت — [15, 1345, 360, 1373]
continued-ref: (بقیہ۔ 3 صفحہ 3) — [560, 839, 628, 848]
story-lead: پرانیاں ہٹیاں ، نانگی ، چوک شہیداں سمیت دیگر شاپنگ سنٹروں میں بھکاری صبح سویرے پہنچ کر دوکانداروں سمیت شہریوں کو پریشان کرنے لگیں — [40, 1934, 360, 1957]
headline-text: تارکین وطن کو بھرپور تحفظ فراہم کرینگے — [615, 1413, 934, 1432]
story-ajk-president — [363, 1272, 596, 1336]
headline-condolence — [15, 1251, 360, 1315]
story-body: لاہور (شاہین نیوز) قومی احتساب بیورو نے سال 2019 کی کارکردگی رپورٹ کے مطابق نیب نے — [243, 1200, 360, 1230]
headline-women-issues — [15, 983, 360, 1069]
headline-loc-shelling — [363, 618, 950, 748]
headline-overseas — [599, 1391, 950, 1455]
highlight-bar: بھارت طاقت کے زور پر کشمیریوں کی تحریک آزادی کو نہیں دبا سکتا — [363, 1302, 596, 1326]
